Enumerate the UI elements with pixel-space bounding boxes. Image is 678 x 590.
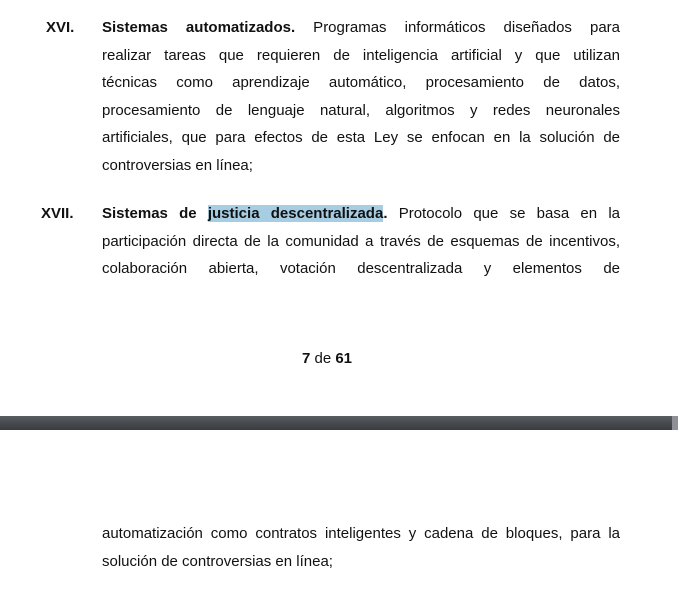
item-number-xvii: XVII. [41, 205, 74, 222]
item-xvii-term-start: Sistemas de [102, 205, 208, 222]
item-xvii-line-1-text: Protocolo que se basa en la [387, 205, 620, 222]
selected-text-highlight[interactable]: justicia descentralizada [207, 205, 384, 222]
item-xvii-term-end: . [383, 205, 388, 222]
item-xvii-term [102, 205, 387, 222]
current-page: 7 [301, 350, 311, 367]
item-xvi-line-6: controversias en línea; [102, 156, 253, 174]
item-xvii-line-3: colaboración abierta, votación descentralizada y elementos de [102, 260, 620, 277]
continued-text [102, 520, 620, 575]
item-xvi-line-5: artificiales, que para efectos de esta Ley se enfocan en la solución de [102, 129, 620, 146]
item-xvi-line-4: procesamiento de lenguaje natural, algoritmos y redes neuronales [102, 101, 620, 119]
item-number-xvi: XVI. [46, 19, 75, 36]
page-separator: de [310, 350, 336, 367]
item-xvi-line-2: realizar tareas que requieren de inteligencia artificial y que utilizan [102, 46, 620, 64]
item-xvi-term: Sistemas automatizados. [102, 19, 296, 36]
item-xvi-text [102, 14, 620, 179]
item-xvi-line-1 [102, 14, 620, 42]
item-xvi-line-1-text: Programas informáticos diseñados para [295, 19, 620, 36]
continued-line-1: automatización como contratos inteligentes y cadena de bloques, para la [102, 525, 620, 542]
total-pages: 61 [335, 350, 353, 367]
item-xvii-line-1 [102, 200, 620, 228]
item-xvii-line-2: participación directa de la comunidad a través de esquemas de incentivos, [102, 232, 620, 250]
page-separator-gap [0, 416, 678, 430]
page-number [0, 350, 654, 367]
continued-line-2: solución de controversias en línea; [102, 552, 333, 570]
item-xvi-line-3: técnicas como aprendizaje automático, procesamiento de datos, [102, 74, 620, 91]
document-page-8 [0, 430, 678, 590]
item-xvii-text [102, 200, 620, 283]
